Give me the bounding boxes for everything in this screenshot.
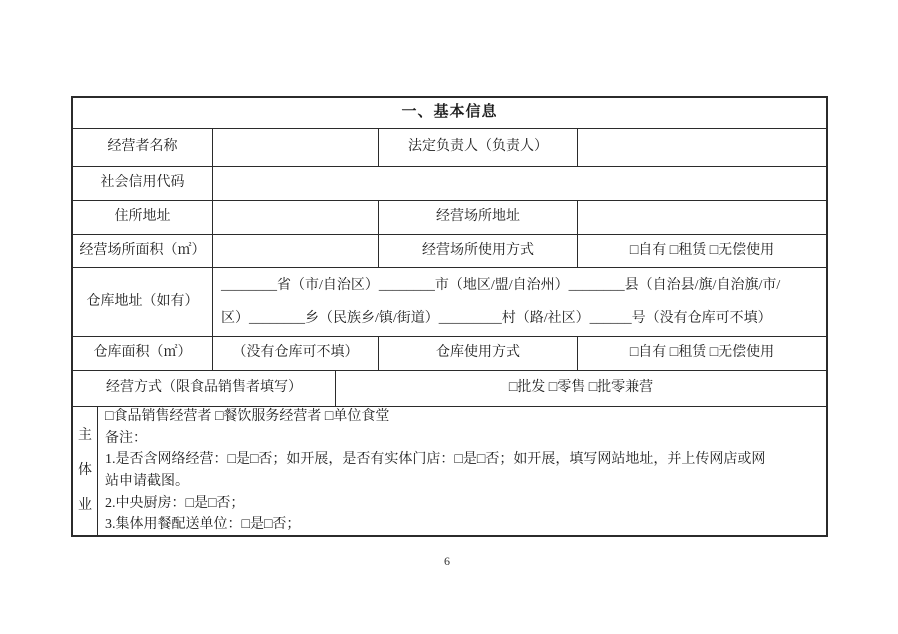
entity-remark-label: 备注： <box>105 430 147 446</box>
warehouse-usage-label: 仓库使用方式 <box>379 337 578 370</box>
warehouse-address-blank-line-2[interactable]: 区）________乡（民族乡/镇/街道）_________村（路/社区）______号（没有仓库可不填） <box>221 311 772 326</box>
page-number: 6 <box>444 554 450 568</box>
premises-area-field[interactable] <box>213 235 379 267</box>
premises-usage-label: 经营场所使用方式 <box>379 235 578 267</box>
operator-name-field[interactable] <box>213 129 379 166</box>
row-entity-type <box>73 407 826 535</box>
premises-area-label: 经营场所面积（㎡） <box>73 235 213 267</box>
entity-type-label-char: 体 <box>78 462 92 478</box>
warehouse-usage-checkboxes[interactable]: □自有 □租赁 □无偿使用 <box>629 345 775 361</box>
section-title: 一、基本信息 <box>401 104 498 121</box>
row-warehouse-address <box>73 268 826 337</box>
premises-address-field[interactable] <box>578 201 826 234</box>
row-premises-area <box>73 235 826 268</box>
basic-info-form-table <box>71 96 828 537</box>
row-credit-code <box>73 167 826 201</box>
entity-type-vertical-label <box>73 407 98 535</box>
row-addresses <box>73 201 826 235</box>
section-title-row <box>73 98 826 129</box>
entity-type-label-char: 主 <box>78 427 92 443</box>
entity-type-checkboxes[interactable]: □食品销售经营者 □餐饮服务经营者 □单位食堂 <box>105 409 390 425</box>
premises-usage-checkboxes[interactable]: □自有 □租赁 □无偿使用 <box>629 242 775 258</box>
legal-person-field[interactable] <box>578 129 826 166</box>
entity-online-business-continuation: 站申请截图。 <box>105 474 189 489</box>
business-mode-label: 经营方式（限食品销售者填写） <box>73 371 336 406</box>
warehouse-area-label: 仓库面积（㎡） <box>73 337 213 370</box>
credit-code-label: 社会信用代码 <box>73 167 213 200</box>
entity-central-kitchen-checkboxes[interactable]: 2.中央厨房：□是□否； <box>105 495 245 511</box>
business-mode-checkboxes[interactable]: □批发 □零售 □批零兼营 <box>508 380 654 396</box>
entity-type-content <box>98 407 826 535</box>
operator-name-label: 经营者名称 <box>73 129 213 166</box>
residence-address-label: 住所地址 <box>73 201 213 234</box>
warehouse-address-blank-line-1[interactable]: ________省（市/自治区）________市（地区/盟/自治州）________县（自治县/旗/自治旗/市/ <box>221 278 781 293</box>
warehouse-address-field[interactable] <box>213 268 826 336</box>
entity-group-meal-checkboxes[interactable]: 3.集体用餐配送单位：□是□否； <box>105 517 301 533</box>
entity-type-label-char: 业 <box>78 498 92 514</box>
legal-person-label: 法定负责人（负责人） <box>379 129 578 166</box>
warehouse-address-label: 仓库地址（如有） <box>73 268 213 336</box>
residence-address-field[interactable] <box>213 201 379 234</box>
premises-address-label: 经营场所地址 <box>379 201 578 234</box>
entity-online-business-checkboxes[interactable]: 1.是否含网络经营：□是□否；如开展，是否有实体门店：□是□否；如开展，填写网站地址，并上传网店或网 <box>105 452 766 468</box>
row-business-mode <box>73 371 826 407</box>
row-operator-name <box>73 129 826 167</box>
row-warehouse-area <box>73 337 826 371</box>
credit-code-field[interactable] <box>213 167 826 200</box>
warehouse-area-field[interactable]: （没有仓库可不填） <box>213 337 379 370</box>
